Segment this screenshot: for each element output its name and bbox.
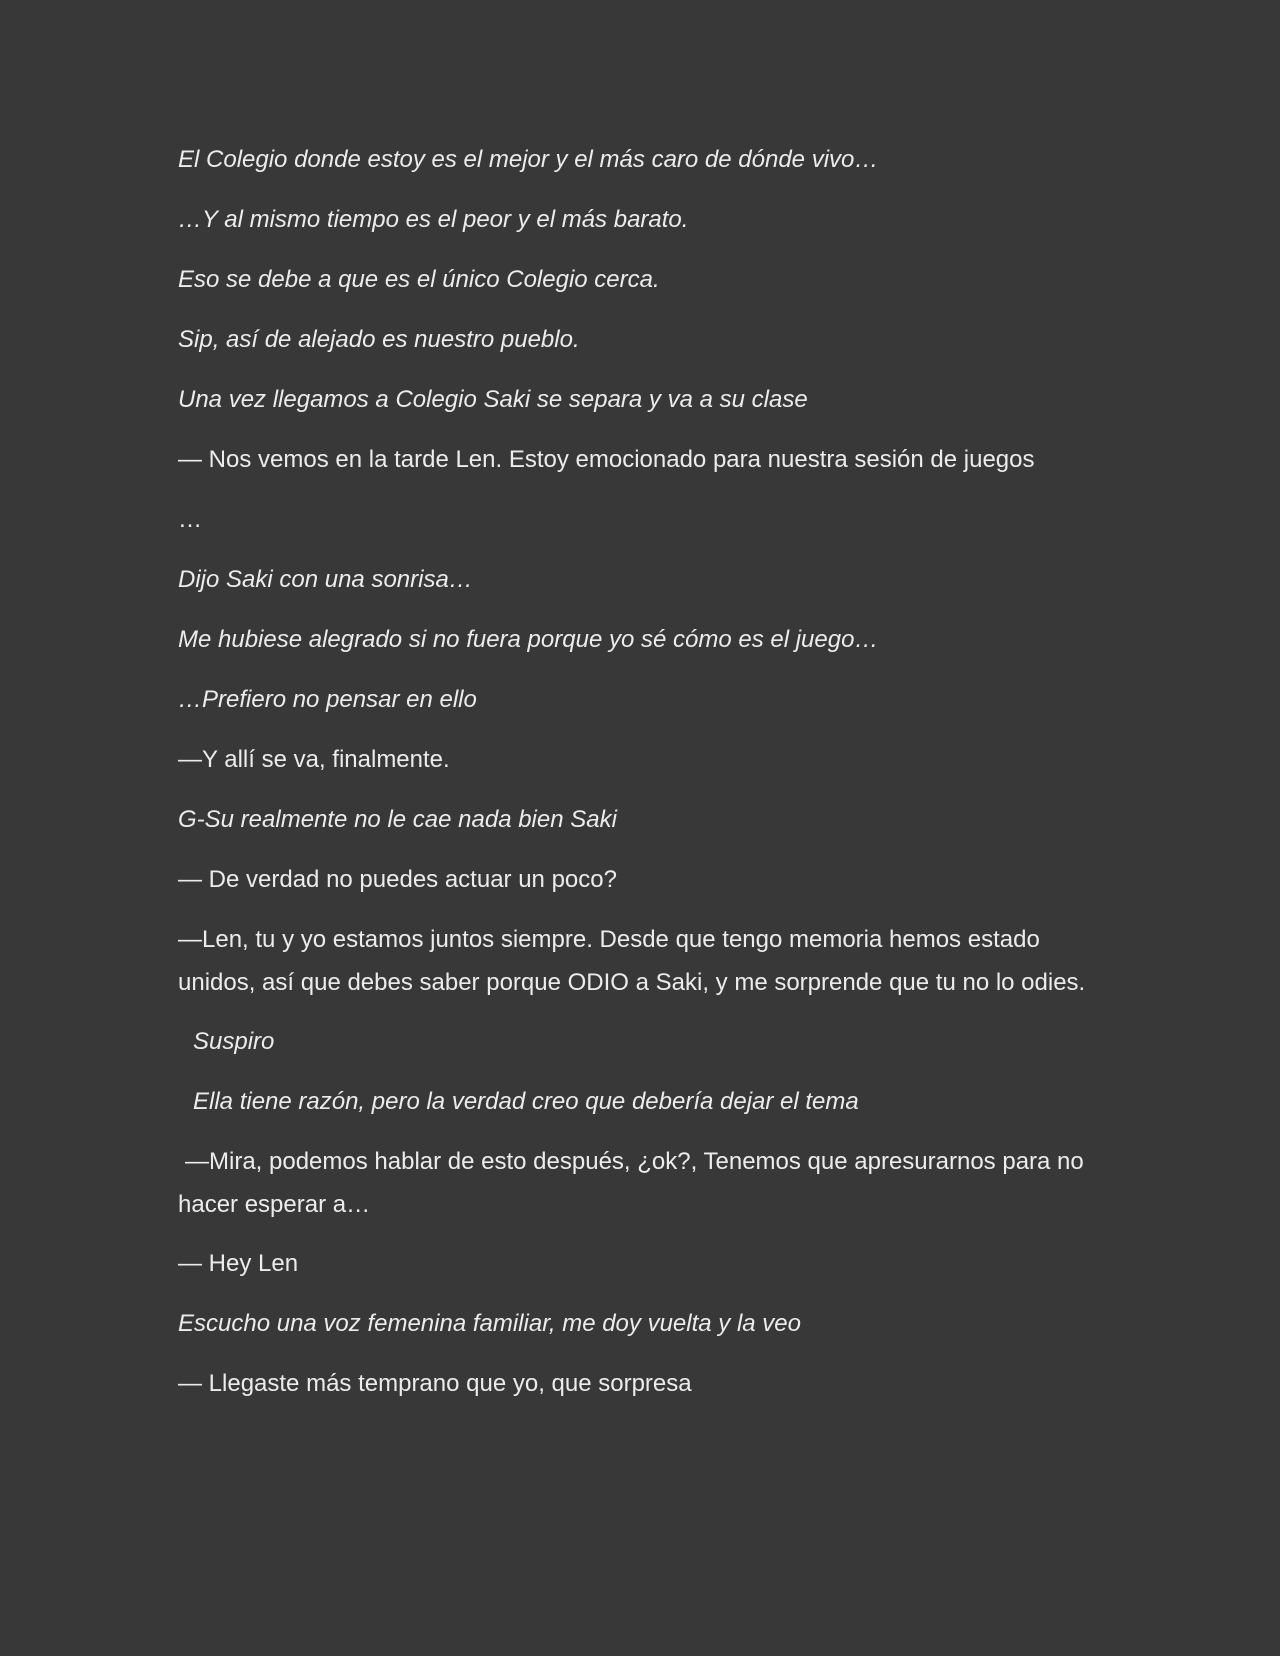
paragraph-7: …: [178, 506, 202, 533]
paragraph-6: — Nos vemos en la tarde Len. Estoy emocionado para nuestra sesión de juegos: [178, 446, 1035, 473]
paragraph-14: —Len, tu y yo estamos juntos siempre. Desde que tengo memoria hemos estado unidos, así que debes saber porque ODIO a Saki, y me sorprende que tu no lo odies.: [178, 926, 1086, 996]
paragraph-19: Escucho una voz femenina familiar, me doy vuelta y la veo: [178, 1310, 801, 1337]
paragraph-12: G-Su realmente no le cae nada bien Saki: [178, 806, 617, 833]
document-body: [178, 145, 1108, 1429]
paragraph-8: Dijo Saki con una sonrisa…: [178, 566, 473, 593]
paragraph-4: Sip, así de alejado es nuestro pueblo.: [178, 326, 580, 353]
paragraph-3: Eso se debe a que es el único Colegio cerca.: [178, 266, 660, 293]
paragraph-17: —Mira, podemos hablar de esto después, ¿ok?, Tenemos que apresurarnos para no hacer esperar a…: [178, 1148, 1091, 1218]
paragraph-16: Ella tiene razón, pero la verdad creo que debería dejar el tema: [193, 1088, 859, 1115]
paragraph-2: …Y al mismo tiempo es el peor y el más barato.: [178, 206, 689, 233]
paragraph-10: …Prefiero no pensar en ello: [178, 686, 477, 713]
paragraph-9: Me hubiese alegrado si no fuera porque yo sé cómo es el juego…: [178, 626, 879, 653]
paragraph-15: Suspiro: [193, 1028, 275, 1055]
paragraph-5: Una vez llegamos a Colegio Saki se separa y va a su clase: [178, 386, 808, 413]
paragraph-11: —Y allí se va, finalmente.: [178, 746, 450, 773]
paragraph-18: — Hey Len: [178, 1250, 299, 1277]
paragraph-1: El Colegio donde estoy es el mejor y el más caro de dónde vivo…: [178, 146, 879, 173]
paragraph-20: — Llegaste más temprano que yo, que sorpresa: [178, 1370, 692, 1397]
paragraph-13: — De verdad no puedes actuar un poco?: [178, 866, 617, 893]
